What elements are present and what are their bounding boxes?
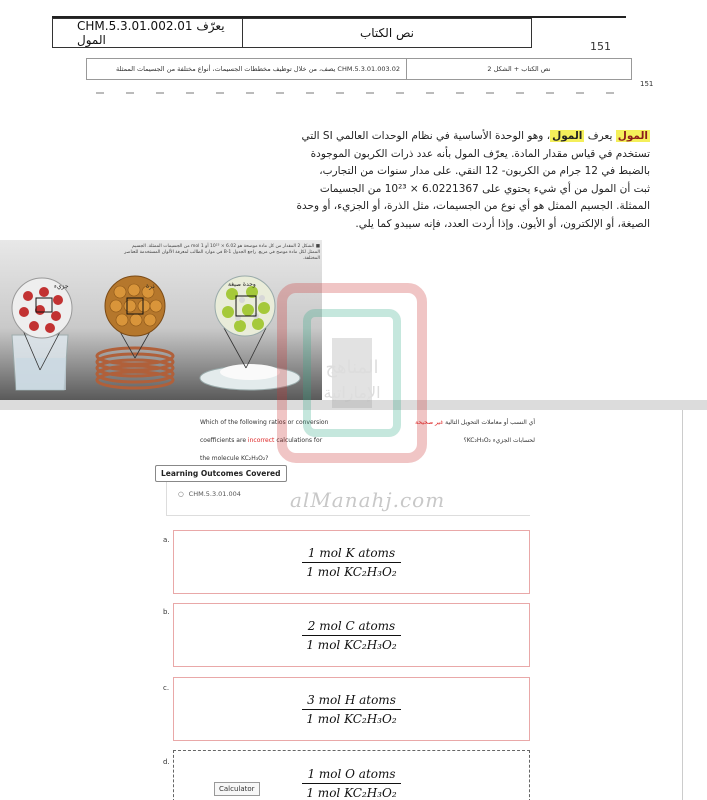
label-formula-unit: وحدة صيغة (228, 281, 256, 288)
fraction: $\frac{\text{3 mol H atoms}}{\text{1 mol KC₂H₃O₂}}$ (302, 693, 400, 726)
term-mole-2: المول (552, 130, 583, 142)
figure-illustration (0, 240, 322, 400)
question-english: Which of the following ratios or conversion coefficients are incorrect calculations for the molecule KC₂H₃O₂? (200, 419, 329, 462)
option-a-letter: a. (163, 536, 170, 544)
fraction: $\frac{\text{2 mol C atoms}}{\text{1 mol KC₂H₃O₂}}$ (302, 619, 400, 652)
calculator-button[interactable]: Calculator (214, 782, 260, 796)
watermark-text-2: الإماراتية (323, 383, 381, 402)
option-c[interactable] (173, 677, 530, 741)
fraction: $\frac{\text{1 mol K atoms}}{\text{1 mol KC₂H₃O₂}}$ (302, 546, 400, 579)
header-table (52, 18, 532, 48)
sub-page-number: 151 (640, 80, 654, 88)
term-mole: المول (617, 130, 648, 142)
para-line: تستخدم في قياس مقدار المادة. يعرّف المول بأنه عدد ذرات الكربون الموجودة (310, 147, 650, 160)
figure-photo (0, 240, 322, 400)
option-b[interactable] (173, 603, 530, 667)
objective-code-cell: CHM.5.3.01.002.01 يعرّف المول (53, 19, 243, 47)
page-number: 151 (590, 40, 611, 53)
sub-source-cell: نص الكتاب + الشكل 2 (487, 65, 551, 73)
page-right-border (682, 410, 683, 800)
para-line: ثبت أن المول من أي شيء يحتوي على 6.0221367 × 10²³ من الجسيمات (319, 182, 650, 195)
question-arabic: أي النسب أو معاملات التحويل التالية غير صحيحة لحسابات الجزيء KC₂H₃O₂؟ (415, 419, 535, 444)
watermark-site: alManahj.com (290, 488, 446, 512)
fraction: $\frac{\text{1 mol O atoms}}{\text{1 mol KC₂H₃O₂}}$ (302, 767, 400, 800)
figure-caption: ■ الشكل 2 المقدار من كل مادة موضحة هو 6.02 × 10²³ أو 1 mol من الجسيمات الممثلة. الجسيم الممثل لكل مادة موضح في مربع. راجع الجدول B-1 في موارد الطالب لمعرفة الألوان المستخدمة للعناصر المختلفة. (124, 244, 320, 261)
learning-outcome-item: ○ CHM.5.3.01.004 (178, 490, 241, 498)
learning-outcomes-title[interactable]: Learning Outcomes Covered (155, 465, 287, 482)
page-gap (0, 400, 707, 410)
faint-table-row (96, 92, 626, 94)
option-d-letter: d. (163, 758, 170, 766)
option-a[interactable] (173, 530, 530, 594)
para-line: بالضبط في 12 جرام من الكربون- 12 النقي. على مدار سنوات من التجارب، (319, 165, 650, 177)
option-c-letter: c. (163, 684, 170, 692)
label-atom: ذرة (146, 283, 155, 290)
source-cell: نص الكتاب (359, 26, 415, 40)
label-molecule: جزيء (54, 283, 69, 290)
sub-objective-cell: CHM.5.3.01.003.02 يصف، من خلال توظيف مخططات الجسيمات، أنواع مختلفة من الجسيمات الممثلة (87, 59, 407, 79)
watermark-text-1: المناهج (325, 357, 379, 378)
mole-definition-paragraph: المول يعرف المول، وهو الوحدة الأساسية في نظام الوحدات العالمي SI التي تستخدم في قياس مقدار المادة. يعرّف المول بأنه عدد ذرات الكربون الموجودة بالضبط في 12 جرام من الكربون- 12 النقي. على مدار سنوات من التجارب، ثبت أن المول من أي شيء يحتوي على 6.0221367 × 10²³ من الجسيمات الممثلة. الجسيم الممثل هو أي نوع من الجسيمات، مثل الذرة، أو الجزيء، أو وحدة الصيغة، أو الإلكترون، أو الأيون. وإذا أردت العدد، فإنه سيبدو كما يلي. (250, 128, 650, 233)
incorrect-word: incorrect (247, 437, 275, 444)
incorrect-word-ar: غير صحيحة (415, 419, 444, 426)
para-line: الممثلة. الجسيم الممثل هو أي نوع من الجسيمات، مثل الذرة، أو الجزيء، أو وحدة (296, 200, 650, 212)
para-line: الصيغة، أو الإلكترون، أو الأيون. وإذا أردت العدد، فإنه سيبدو كما يلي. (355, 217, 650, 230)
subheader-table (86, 58, 632, 80)
option-b-letter: b. (163, 608, 170, 616)
